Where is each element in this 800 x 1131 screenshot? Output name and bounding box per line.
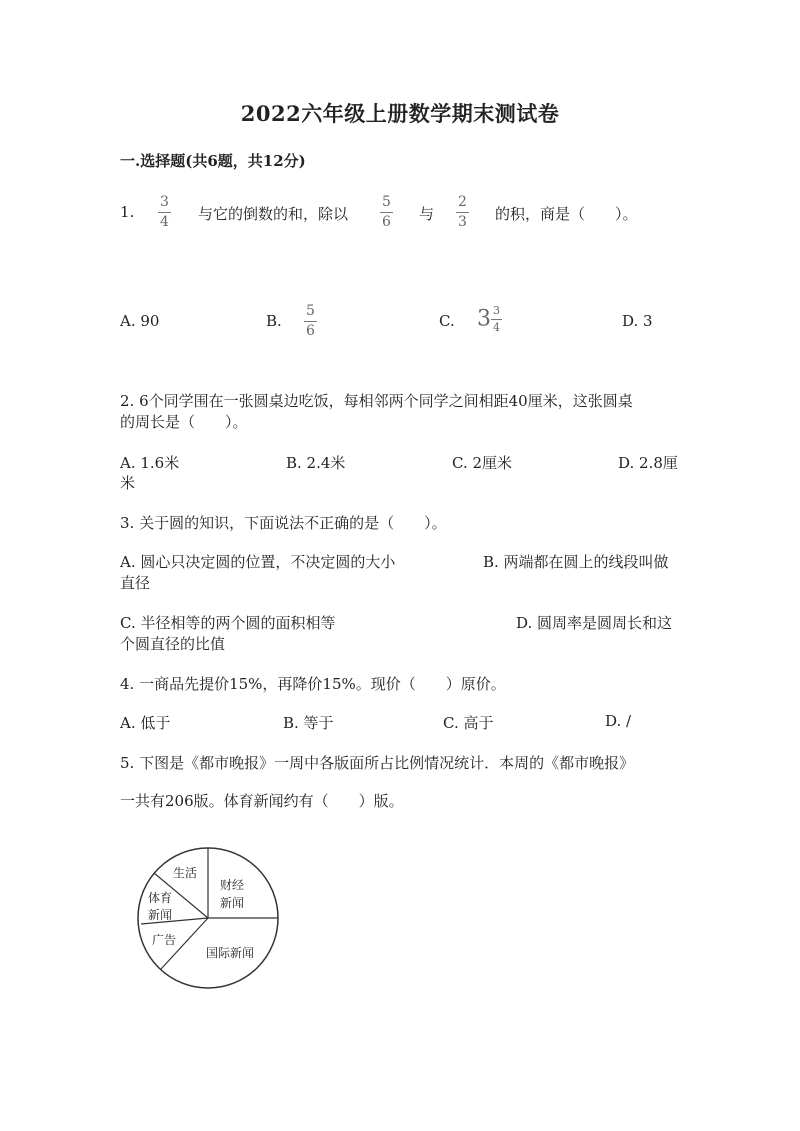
- q2-option-a: A. 1.6米: [120, 454, 180, 472]
- pie-label-sports-line2: 新闻: [148, 908, 173, 922]
- q1-option-b-label: B.: [266, 312, 282, 330]
- q5-stem-line1: 5. 下图是《都市晚报》一周中各版面所占比例情况统计．本周的《都市晚报》: [120, 754, 635, 772]
- q4-option-a: A. 低于: [120, 714, 171, 732]
- q1-option-c-whole: 3: [477, 306, 491, 332]
- q1-option-c-mixed-number: [477, 305, 502, 333]
- q2-stem-line2: 的周长是（ ）。: [120, 413, 248, 431]
- q2-option-b: B. 2.4米: [286, 454, 346, 472]
- q1-option-c-fraction: [491, 305, 502, 333]
- q1-option-b-numerator: 5: [306, 303, 315, 319]
- q4-stem: 4. 一商品先提价15%，再降价15%。现价（ ）原价。: [120, 675, 506, 693]
- q5-stem-line2: 一共有206版。体育新闻约有（ ）版。: [120, 792, 404, 810]
- q1-fraction-a-numerator: 3: [160, 194, 169, 210]
- q1-fraction-a-denominator: 4: [160, 213, 169, 230]
- q1-text-a: 与它的倒数的和，除以: [198, 205, 349, 223]
- q3-option-b-wrap: 直径: [120, 574, 151, 592]
- q1-fraction-c-denominator: 3: [458, 213, 467, 230]
- newspaper-pie-chart: [130, 845, 290, 1005]
- fraction-bar: [158, 212, 171, 213]
- q1-fraction-c: [456, 195, 469, 229]
- fraction-bar: [380, 212, 393, 213]
- q1-fraction-b: [380, 195, 393, 229]
- pie-label-finance-line2: 新闻: [220, 896, 245, 910]
- q1-text-b: 与: [419, 205, 435, 223]
- q1-option-b-denominator: 6: [306, 322, 315, 339]
- q4-option-b: B. 等于: [283, 714, 334, 732]
- q1-option-c-numerator: 3: [493, 304, 500, 317]
- q2-stem-line1: 2. 6个同学围在一张圆桌边吃饭，每相邻两个同学之间相距40厘米，这张圆桌: [120, 392, 633, 410]
- q2-option-c: C. 2厘米: [452, 454, 513, 472]
- fraction-bar: [304, 321, 317, 322]
- q2-option-d-wrap: 米: [120, 474, 136, 492]
- q1-option-d: D. 3: [622, 312, 653, 330]
- q4-option-d: D. /: [605, 712, 632, 730]
- q4-option-c: C. 高于: [443, 714, 494, 732]
- fraction-bar: [456, 212, 469, 213]
- q3-option-b: B. 两端都在圆上的线段叫做: [483, 553, 669, 571]
- q1-fraction-b-denominator: 6: [382, 213, 391, 230]
- q2-option-d: D. 2.8厘: [618, 454, 678, 472]
- q3-stem: 3. 关于圆的知识，下面说法不正确的是（ ）。: [120, 514, 447, 532]
- q3-option-c: C. 半径相等的两个圆的面积相等: [120, 614, 336, 632]
- section-heading: 一.选择题(共6题，共12分): [120, 152, 306, 170]
- q1-option-c-label: C.: [439, 312, 455, 330]
- q3-option-a: A. 圆心只决定圆的位置，不决定圆的大小: [120, 553, 396, 571]
- q1-fraction-a: [158, 195, 171, 229]
- pie-label-life: 生活: [173, 866, 198, 880]
- pie-label-intl: 国际新闻: [206, 946, 255, 960]
- q1-fraction-c-numerator: 2: [458, 194, 467, 210]
- q1-fraction-b-numerator: 5: [382, 194, 391, 210]
- q1-option-c-denominator: 4: [493, 320, 500, 334]
- q1-number: 1.: [120, 203, 135, 221]
- pie-label-ads: 广告: [152, 933, 177, 947]
- q1-text-c: 的积，商是（ ）。: [495, 205, 638, 223]
- q1-option-b-fraction: [304, 304, 317, 338]
- page-title: 2022六年级上册数学期末测试卷: [240, 101, 560, 126]
- q3-option-d: D. 圆周率是圆周长和这: [516, 614, 673, 632]
- pie-label-sports-line1: 体育: [148, 891, 173, 905]
- pie-label-finance-line1: 财经: [220, 878, 245, 892]
- fraction-bar: [491, 319, 502, 320]
- q1-option-a: A. 90: [120, 312, 160, 330]
- q3-option-d-wrap: 个圆直径的比值: [120, 635, 226, 653]
